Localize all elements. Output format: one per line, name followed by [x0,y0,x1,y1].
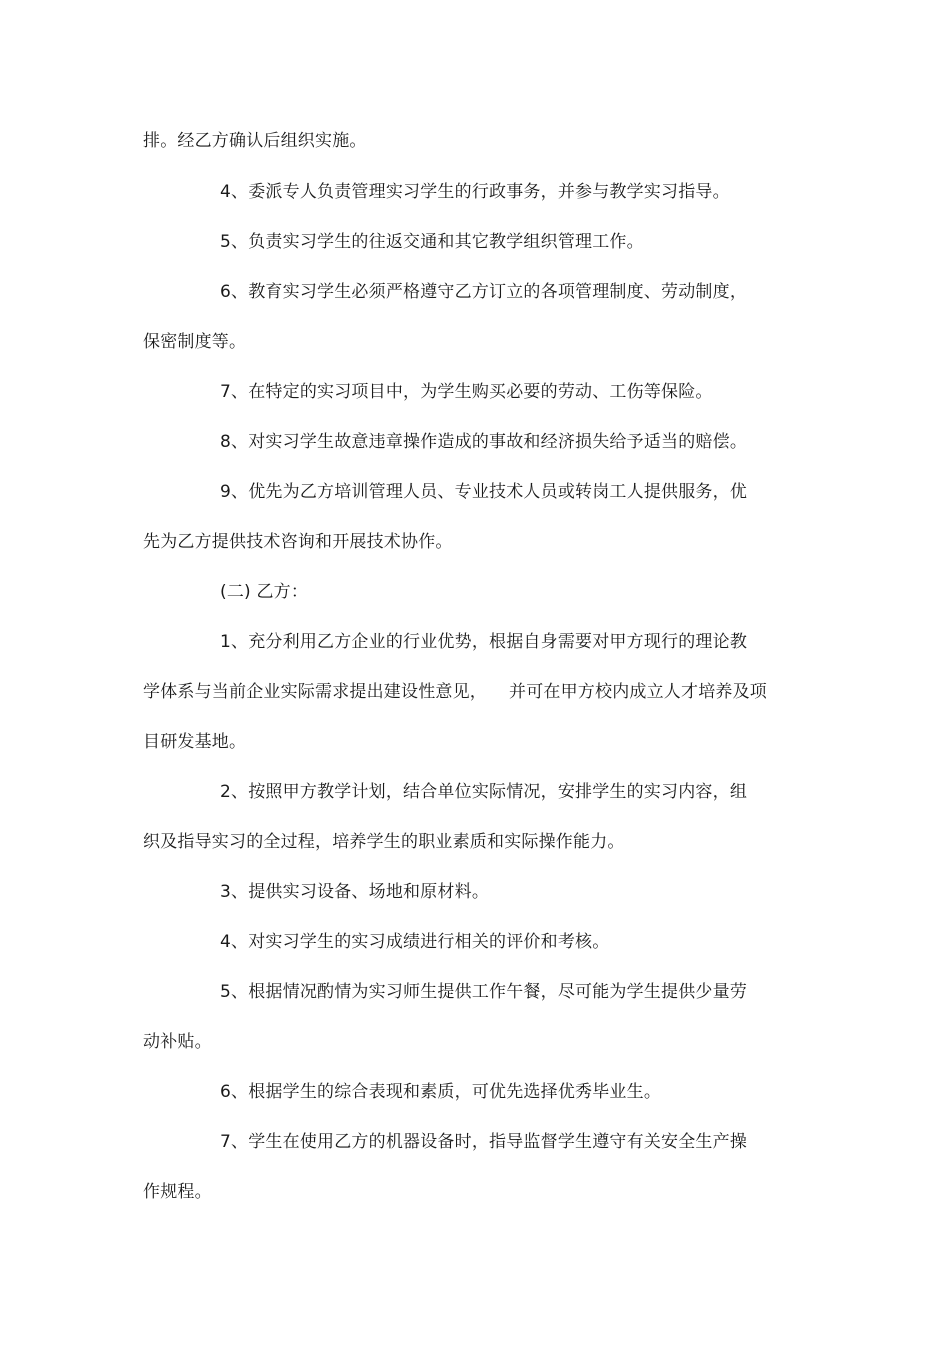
text-line: 1、充分利用乙方企业的行业优势，根据自身需要对甲方现行的理论教 [220,632,748,652]
text-segment: 学体系与当前企业实际需求提出建设性意见， [143,682,487,702]
text-line: 8、对实习学生故意违章操作造成的事故和经济损失给予适当的赔偿。 [220,432,748,452]
text-line: 排。经乙方确认后组织实施。 [143,131,367,151]
text-line: 4、委派专人负责管理实习学生的行政事务，并参与教学实习指导。 [220,182,730,202]
text-line: 目研发基地。 [143,732,247,752]
text-line: 先为乙方提供技术咨询和开展技术协作。 [143,532,453,552]
text-line: 7、在特定的实习项目中，为学生购买必要的劳动、工伤等保险。 [220,382,713,402]
text-line [143,681,767,703]
text-line: 5、负责实习学生的往返交通和其它教学组织管理工作。 [220,232,644,252]
text-segment: 并可在甲方校内成立人才培养及项 [509,682,767,702]
text-line: 保密制度等。 [143,332,247,352]
text-line: 4、对实习学生的实习成绩进行相关的评价和考核。 [220,932,610,952]
text-line: 3、提供实习设备、场地和原材料。 [220,882,490,902]
text-line: 7、学生在使用乙方的机器设备时，指导监督学生遵守有关安全生产操 [220,1132,748,1152]
text-line: 2、按照甲方教学计划，结合单位实际情况，安排学生的实习内容，组 [220,782,748,802]
text-line: 动补贴。 [143,1032,212,1052]
text-line: 9、优先为乙方培训管理人员、专业技术人员或转岗工人提供服务，优 [220,482,748,502]
text-line: 作规程。 [143,1182,212,1202]
section-heading: (二) 乙方： [220,582,309,602]
text-line: 6、教育实习学生必须严格遵守乙方订立的各项管理制度、劳动制度， [220,282,748,302]
text-line: 6、根据学生的综合表现和素质，可优先选择优秀毕业生。 [220,1082,662,1102]
text-line: 5、根据情况酌情为实习师生提供工作午餐，尽可能为学生提供少量劳 [220,982,748,1002]
text-line: 织及指导实习的全过程，培养学生的职业素质和实际操作能力。 [143,832,625,852]
